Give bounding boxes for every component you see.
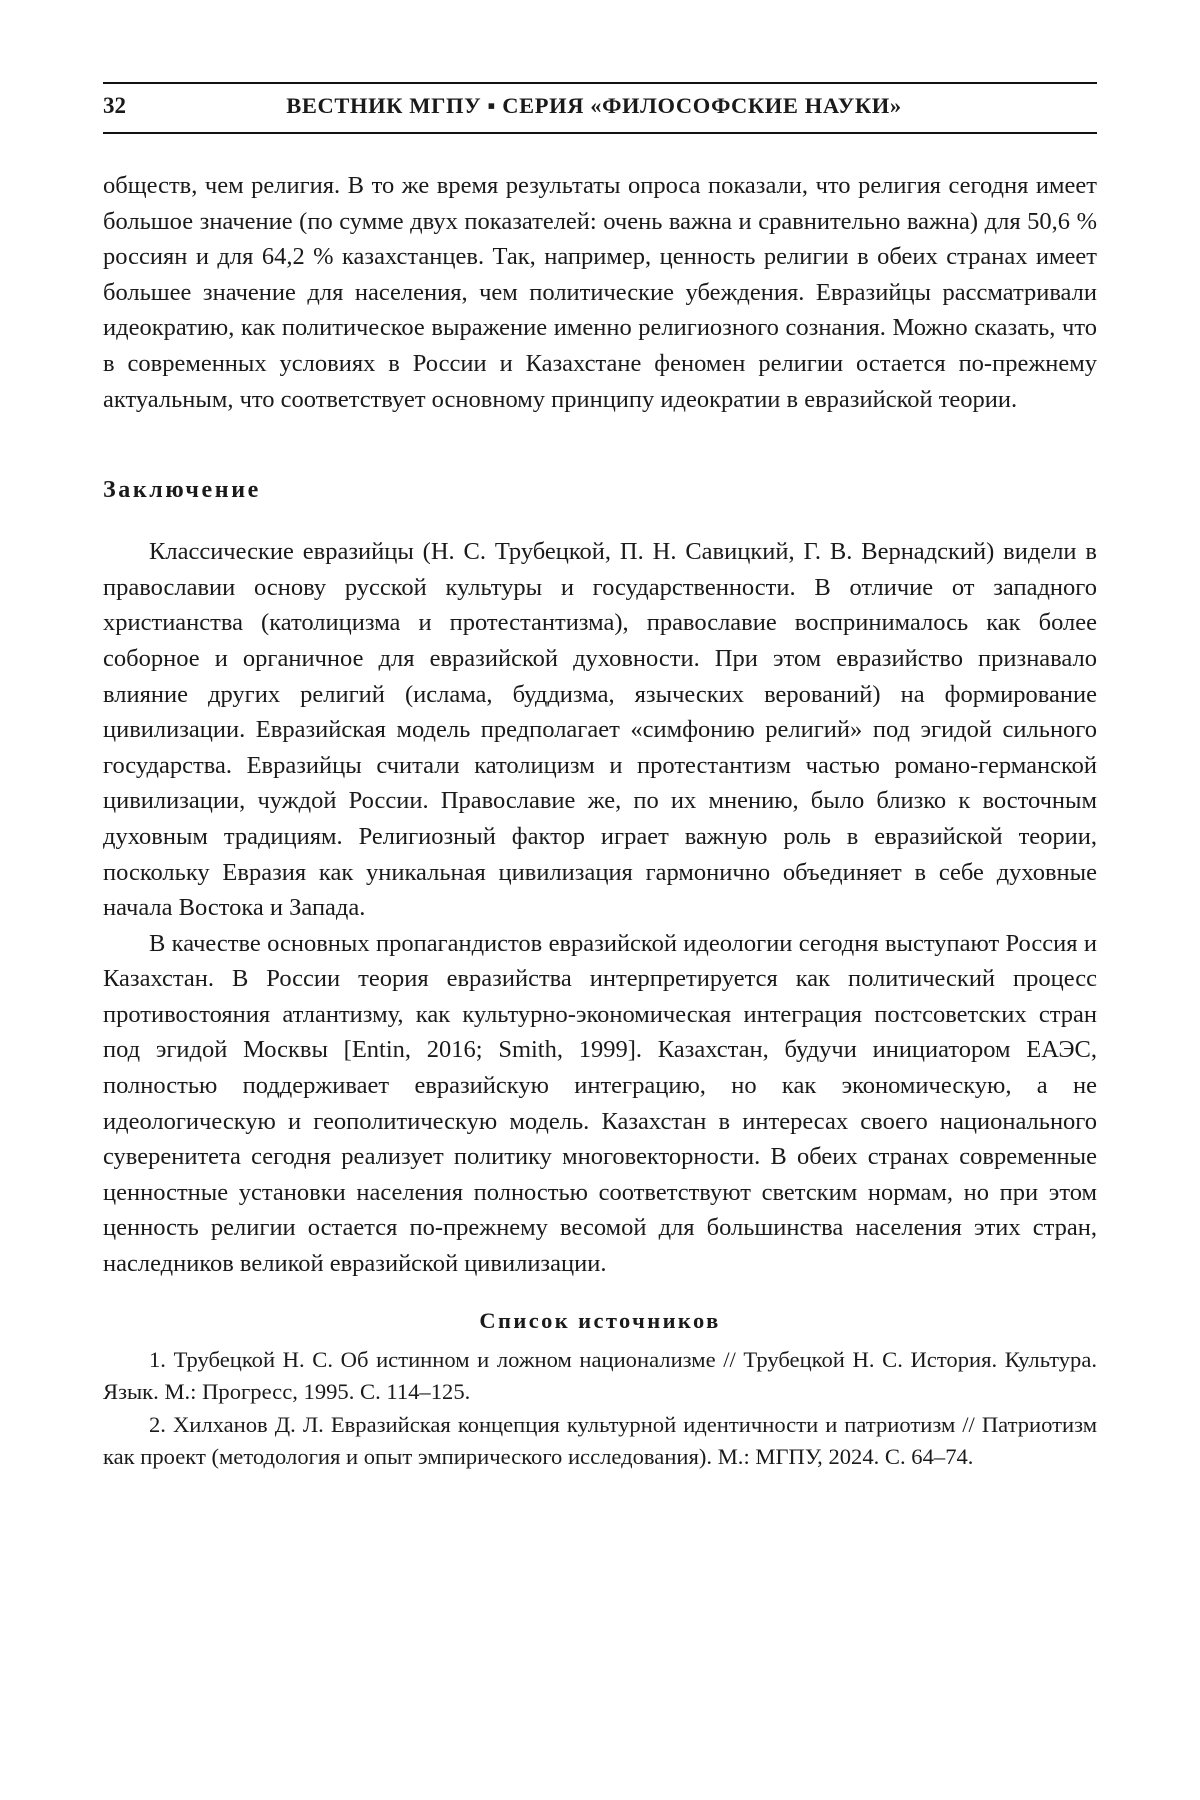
page-number: 32 [103, 93, 126, 118]
reference-item: 2. Хилханов Д. Л. Евразийская концепция культурной идентичности и патриотизм // Патриотизм как проект (методология и опыт эмпирического исследования). М.: МГПУ, 2024. С. 64–74. [103, 1411, 1097, 1470]
body-text [103, 168, 1097, 417]
conclusion-paragraph-2: В качестве основных пропагандистов евразийской идеологии сегодня выступают Россия и Казахстан. В России теория евразийства интерпретируется как политический процесс противостояния атлантизму, как культурно-экономическая интеграция постсоветских стран под эгидой Москвы [Entin, 2016; Smith, 1999]. Казахстан, будучи инициатором ЕАЭС, полностью поддерживает евразийскую интеграцию, но как экономическую, а не идеологическую и геополитическую модель. Казахстан в интересах своего национального суверенитета сегодня реализует политику многовекторности. В обеих странах современные ценностные установки населения полностью соответствуют светским нормам, но при этом ценность религии остается по-прежнему весомой для большинства населения этих стран, наследников великой евразийской цивилизации. [103, 929, 1097, 1278]
reference-item: 1. Трубецкой Н. С. Об истинном и ложном национализме // Трубецкой Н. С. История. Культура. Язык. М.: Прогресс, 1995. С. 114–125. [103, 1346, 1097, 1405]
paragraph-continued: обществ, чем религия. В то же время результаты опроса показали, что религия сегодня имеет большое значение (по сумме двух показателей: очень важна и сравнительно важна) для 50,6 % россиян и для 64,2 % казахстанцев. Так, например, ценность религии в обеих странах имеет большее значение для населения, чем политические убеждения. Евразийцы рассматривали идеократию, как политическое выражение именно религиозного сознания. Можно сказать, что в современных условиях в России и Казахстане феномен религии остается по-прежнему актуальным, что соответствует основному принципу идеократии в евразийской теории. [103, 172, 1097, 413]
page-content [103, 0, 1097, 1474]
conclusion-paragraph-1: Классические евразийцы (Н. С. Трубецкой, П. Н. Савицкий, Г. В. Вернадский) видели в православии основу русской культуры и государственности. В отличие от западного христианства (католицизма и протестантизма), православие воспринималось как более соборное и органичное для евразийской духовности. При этом евразийство признавало влияние других религий (ислама, буддизма, языческих верований) на формирование цивилизации. Евразийская модель предполагает «симфонию религий» под эгидой сильного государства. Евразийцы считали католицизм и протестантизм частью романо-германской цивилизации, чуждой России. Православие же, по их мнению, было близко к восточным духовным традициям. Религиозный фактор играет важную роль в евразийской теории, поскольку Евразия как уникальная цивилизация гармонично объединяет в себе духовные начала Востока и Запада. [103, 538, 1097, 922]
journal-title: ВЕСТНИК МГПУ ▪ СЕРИЯ «ФИЛОСОФСКИЕ НАУКИ» [286, 93, 902, 118]
references-heading: Список источников [479, 1307, 721, 1333]
running-head [103, 84, 1097, 126]
section-heading-conclusion: Заключение [103, 477, 261, 504]
header-rule-bottom [103, 132, 1097, 134]
